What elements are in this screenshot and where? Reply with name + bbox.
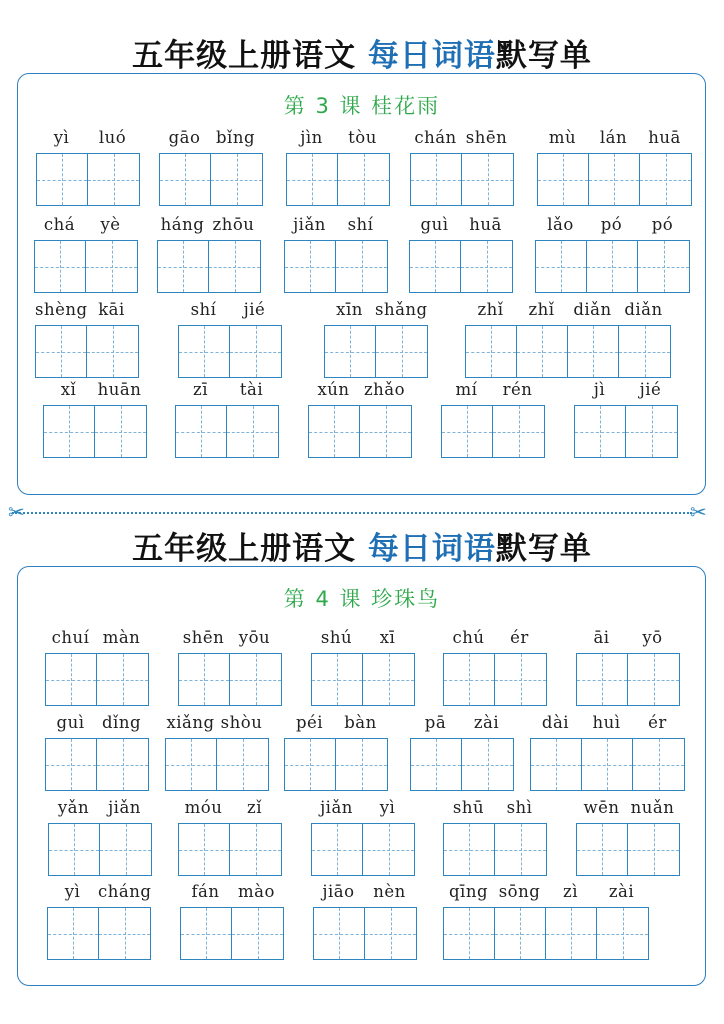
- pinyin-syllable: chán: [414, 128, 457, 147]
- pinyin-line: [443, 882, 647, 904]
- tianzige-cell[interactable]: [336, 241, 387, 292]
- pinyin-line: [178, 628, 280, 650]
- pinyin-line: [43, 380, 145, 402]
- tianzige-cell[interactable]: [365, 908, 416, 959]
- pinyin-syllable: wēn: [583, 798, 620, 817]
- writing-boxes: [443, 907, 649, 960]
- writing-boxes: [465, 325, 671, 378]
- pinyin-line: [465, 300, 669, 322]
- writing-boxes: [443, 653, 547, 706]
- title-main: 五年级上册语文: [132, 531, 357, 567]
- writing-boxes: [441, 405, 545, 458]
- writing-boxes: [535, 240, 690, 293]
- pinyin-syllable: yǎn: [57, 798, 90, 817]
- writing-boxes: [47, 907, 151, 960]
- tianzige-cell[interactable]: [100, 824, 151, 875]
- writing-boxes: [286, 153, 390, 206]
- sheet-title: [0, 30, 724, 75]
- pinyin-syllable: màn: [102, 628, 141, 647]
- pinyin-syllable: yōu: [238, 628, 271, 647]
- tianzige-cell[interactable]: [444, 908, 495, 959]
- pinyin-line: [409, 215, 511, 237]
- tianzige-cell[interactable]: [466, 326, 517, 377]
- tianzige-cell[interactable]: [360, 406, 411, 457]
- pinyin-line: [35, 300, 137, 322]
- tianzige-cell[interactable]: [35, 241, 86, 292]
- writing-boxes: [409, 240, 513, 293]
- tianzige-cell[interactable]: [312, 654, 363, 705]
- pinyin-syllable: qīng: [448, 882, 489, 901]
- pinyin-line: [284, 215, 386, 237]
- tianzige-cell[interactable]: [495, 654, 546, 705]
- writing-boxes: [530, 738, 685, 791]
- writing-boxes: [157, 240, 261, 293]
- sheet-title: [0, 523, 724, 568]
- tianzige-cell[interactable]: [633, 739, 684, 790]
- pinyin-syllable: sōng: [498, 882, 541, 901]
- tianzige-cell[interactable]: [49, 824, 100, 875]
- tianzige-cell[interactable]: [87, 326, 138, 377]
- pinyin-syllable: diǎn: [573, 300, 612, 319]
- writing-boxes: [178, 325, 282, 378]
- tianzige-cell[interactable]: [575, 406, 626, 457]
- tianzige-cell[interactable]: [209, 241, 260, 292]
- pinyin-syllable: diǎn: [624, 300, 663, 319]
- pinyin-line: [441, 380, 543, 402]
- pinyin-syllable: zhōu: [212, 215, 255, 234]
- writing-boxes: [574, 405, 678, 458]
- tianzige-cell[interactable]: [37, 154, 88, 205]
- pinyin-line: [48, 798, 150, 820]
- pinyin-syllable: jiāo: [322, 882, 355, 901]
- tianzige-cell[interactable]: [546, 908, 597, 959]
- tianzige-cell[interactable]: [86, 241, 137, 292]
- pinyin-syllable: háng: [160, 215, 205, 234]
- writing-boxes: [313, 907, 417, 960]
- pinyin-line: [576, 628, 678, 650]
- tianzige-cell[interactable]: [376, 326, 427, 377]
- title-main: 五年级上册语文: [132, 38, 357, 74]
- tianzige-cell[interactable]: [495, 824, 546, 875]
- pinyin-syllable: mào: [238, 882, 275, 901]
- tianzige-cell[interactable]: [217, 739, 268, 790]
- tianzige-cell[interactable]: [309, 406, 360, 457]
- pinyin-syllable: āi: [593, 628, 610, 647]
- tianzige-cell[interactable]: [461, 241, 512, 292]
- pinyin-syllable: jiǎn: [108, 798, 141, 817]
- tianzige-cell[interactable]: [179, 654, 230, 705]
- tianzige-cell[interactable]: [628, 654, 679, 705]
- tianzige-cell[interactable]: [179, 824, 230, 875]
- writing-boxes: [410, 738, 514, 791]
- pinyin-syllable: zhǎo: [363, 380, 406, 399]
- tianzige-cell[interactable]: [99, 908, 150, 959]
- pinyin-line: [178, 798, 280, 820]
- pinyin-line: [159, 128, 261, 150]
- pinyin-syllable: gāo: [168, 128, 201, 147]
- pinyin-syllable: huān: [97, 380, 142, 399]
- pinyin-line: [311, 628, 413, 650]
- pinyin-syllable: lán: [599, 128, 628, 147]
- tianzige-cell[interactable]: [285, 739, 336, 790]
- pinyin-line: [410, 128, 512, 150]
- tianzige-cell[interactable]: [88, 154, 139, 205]
- pinyin-line: [410, 713, 512, 735]
- pinyin-syllable: bàn: [344, 713, 377, 732]
- pinyin-syllable: shū: [452, 798, 485, 817]
- tianzige-cell[interactable]: [536, 241, 587, 292]
- pinyin-line: [175, 380, 277, 402]
- writing-boxes: [48, 823, 152, 876]
- pinyin-syllable: shèng: [35, 300, 88, 319]
- writing-boxes: [34, 240, 138, 293]
- tianzige-cell[interactable]: [493, 406, 544, 457]
- writing-boxes: [308, 405, 412, 458]
- pinyin-line: [308, 380, 410, 402]
- pinyin-syllable: yì: [53, 128, 70, 147]
- title-accent: 每日词语: [367, 531, 496, 567]
- tianzige-cell[interactable]: [227, 406, 278, 457]
- tianzige-cell[interactable]: [95, 406, 146, 457]
- pinyin-line: [34, 215, 136, 237]
- tianzige-cell[interactable]: [495, 908, 546, 959]
- title-accent: 每日词语: [367, 38, 496, 74]
- writing-boxes: [45, 738, 149, 791]
- pinyin-syllable: dǐng: [101, 713, 142, 732]
- pinyin-syllable: xī: [379, 628, 396, 647]
- writing-boxes: [36, 153, 140, 206]
- pinyin-syllable: lǎo: [547, 215, 574, 234]
- pinyin-syllable: chuí: [51, 628, 90, 647]
- lesson-title: 第 4 课 珍珠鸟: [283, 587, 441, 611]
- pinyin-line: [443, 628, 545, 650]
- pinyin-syllable: rén: [502, 380, 533, 399]
- tianzige-cell[interactable]: [176, 406, 227, 457]
- cut-line: [12, 512, 692, 514]
- pinyin-syllable: huā: [469, 215, 502, 234]
- pinyin-syllable: zhǐ: [477, 300, 504, 319]
- pinyin-line: [178, 300, 280, 322]
- pinyin-line: [574, 380, 676, 402]
- writing-boxes: [45, 653, 149, 706]
- pinyin-syllable: yō: [642, 628, 663, 647]
- pinyin-syllable: shí: [190, 300, 217, 319]
- pinyin-syllable: yè: [100, 215, 121, 234]
- pinyin-line: [311, 798, 413, 820]
- tianzige-cell[interactable]: [411, 154, 462, 205]
- writing-boxes: [159, 153, 263, 206]
- tianzige-cell[interactable]: [626, 406, 677, 457]
- pinyin-line: [45, 628, 147, 650]
- writing-boxes: [165, 738, 269, 791]
- pinyin-syllable: jiǎn: [320, 798, 353, 817]
- pinyin-syllable: ér: [648, 713, 667, 732]
- pinyin-line: [576, 798, 678, 820]
- tianzige-cell[interactable]: [314, 908, 365, 959]
- tianzige-cell[interactable]: [442, 406, 493, 457]
- tianzige-cell[interactable]: [48, 908, 99, 959]
- writing-boxes: [311, 653, 415, 706]
- pinyin-syllable: shòu: [220, 713, 263, 732]
- pinyin-syllable: shú: [320, 628, 353, 647]
- writing-boxes: [284, 738, 388, 791]
- pinyin-syllable: zài: [473, 713, 500, 732]
- pinyin-syllable: guì: [420, 215, 449, 234]
- tianzige-cell[interactable]: [181, 908, 232, 959]
- tianzige-cell[interactable]: [638, 241, 689, 292]
- pinyin-line: [284, 713, 386, 735]
- tianzige-cell[interactable]: [363, 824, 414, 875]
- tianzige-cell[interactable]: [538, 154, 589, 205]
- writing-boxes: [180, 907, 284, 960]
- pinyin-syllable: mí: [455, 380, 478, 399]
- tianzige-cell[interactable]: [411, 739, 462, 790]
- pinyin-line: [535, 215, 688, 237]
- pinyin-syllable: shēn: [182, 628, 225, 647]
- tianzige-cell[interactable]: [230, 654, 281, 705]
- pinyin-syllable: zì: [563, 882, 578, 901]
- pinyin-syllable: shǎng: [375, 300, 428, 319]
- pinyin-line: [180, 882, 282, 904]
- tianzige-cell[interactable]: [531, 739, 582, 790]
- writing-boxes: [324, 325, 428, 378]
- tianzige-cell[interactable]: [179, 326, 230, 377]
- tianzige-cell[interactable]: [444, 654, 495, 705]
- pinyin-syllable: xún: [317, 380, 350, 399]
- pinyin-line: [286, 128, 388, 150]
- lesson-title: 第 3 课 桂花雨: [283, 94, 441, 118]
- pinyin-line: [47, 882, 152, 904]
- pinyin-syllable: jié: [639, 380, 662, 399]
- pinyin-syllable: fán: [191, 882, 220, 901]
- tianzige-cell[interactable]: [46, 739, 97, 790]
- pinyin-line: [537, 128, 690, 150]
- tianzige-cell[interactable]: [577, 824, 628, 875]
- pinyin-syllable: shēn: [465, 128, 508, 147]
- pinyin-syllable: xiǎng: [166, 713, 215, 732]
- pinyin-syllable: yì: [379, 798, 396, 817]
- pinyin-syllable: zhǐ: [528, 300, 555, 319]
- tianzige-cell[interactable]: [628, 824, 679, 875]
- pinyin-syllable: xīn: [336, 300, 363, 319]
- tianzige-cell[interactable]: [462, 739, 513, 790]
- tianzige-cell[interactable]: [46, 654, 97, 705]
- tianzige-cell[interactable]: [211, 154, 262, 205]
- tianzige-cell[interactable]: [517, 326, 568, 377]
- tianzige-cell[interactable]: [577, 654, 628, 705]
- tianzige-cell[interactable]: [97, 654, 148, 705]
- pinyin-syllable: chú: [452, 628, 485, 647]
- pinyin-line: [36, 128, 138, 150]
- writing-boxes: [311, 823, 415, 876]
- pinyin-syllable: pó: [600, 215, 623, 234]
- pinyin-syllable: jìn: [300, 128, 323, 147]
- pinyin-line: [165, 713, 267, 735]
- pinyin-syllable: jié: [243, 300, 266, 319]
- pinyin-syllable: bǐng: [215, 128, 256, 147]
- tianzige-cell[interactable]: [230, 326, 281, 377]
- writing-boxes: [443, 823, 547, 876]
- tianzige-cell[interactable]: [232, 908, 283, 959]
- pinyin-syllable: mù: [548, 128, 577, 147]
- pinyin-syllable: nuǎn: [630, 798, 675, 817]
- tianzige-cell[interactable]: [582, 739, 633, 790]
- writing-boxes: [178, 653, 282, 706]
- writing-boxes: [43, 405, 147, 458]
- pinyin-syllable: jì: [593, 380, 606, 399]
- pinyin-syllable: ér: [510, 628, 529, 647]
- scissors-icon: ✂: [8, 500, 25, 524]
- writing-boxes: [576, 653, 680, 706]
- pinyin-line: [324, 300, 426, 322]
- tianzige-cell[interactable]: [619, 326, 670, 377]
- tianzige-cell[interactable]: [589, 154, 640, 205]
- tianzige-cell[interactable]: [36, 326, 87, 377]
- pinyin-syllable: péi: [295, 713, 324, 732]
- tianzige-cell[interactable]: [597, 908, 648, 959]
- pinyin-syllable: yì: [64, 882, 81, 901]
- pinyin-syllable: pā: [424, 713, 447, 732]
- pinyin-syllable: chá: [43, 215, 76, 234]
- pinyin-syllable: zī: [193, 380, 208, 399]
- pinyin-syllable: nèn: [373, 882, 406, 901]
- tianzige-cell[interactable]: [444, 824, 495, 875]
- tianzige-cell[interactable]: [158, 241, 209, 292]
- tianzige-cell[interactable]: [640, 154, 691, 205]
- pinyin-syllable: tài: [239, 380, 264, 399]
- pinyin-syllable: huì: [592, 713, 621, 732]
- title-tail: 默写单: [495, 38, 592, 74]
- pinyin-syllable: tòu: [348, 128, 377, 147]
- tianzige-cell[interactable]: [363, 654, 414, 705]
- pinyin-syllable: shí: [347, 215, 374, 234]
- pinyin-line: [443, 798, 545, 820]
- tianzige-cell[interactable]: [462, 154, 513, 205]
- pinyin-syllable: huā: [648, 128, 681, 147]
- pinyin-line: [313, 882, 415, 904]
- writing-boxes: [576, 823, 680, 876]
- tianzige-cell[interactable]: [338, 154, 389, 205]
- title-tail: 默写单: [495, 531, 592, 567]
- scissors-icon: ✂: [690, 500, 707, 524]
- tianzige-cell[interactable]: [568, 326, 619, 377]
- pinyin-syllable: guì: [56, 713, 85, 732]
- pinyin-syllable: luó: [98, 128, 127, 147]
- pinyin-syllable: cháng: [98, 882, 152, 901]
- pinyin-line: [530, 713, 683, 735]
- pinyin-syllable: kāi: [98, 300, 125, 319]
- tianzige-cell[interactable]: [287, 154, 338, 205]
- pinyin-line: [45, 713, 147, 735]
- pinyin-syllable: xǐ: [60, 380, 77, 399]
- writing-boxes: [537, 153, 692, 206]
- tianzige-cell[interactable]: [285, 241, 336, 292]
- pinyin-syllable: jiǎn: [293, 215, 326, 234]
- pinyin-syllable: móu: [184, 798, 223, 817]
- pinyin-syllable: pó: [651, 215, 674, 234]
- tianzige-cell[interactable]: [336, 739, 387, 790]
- tianzige-cell[interactable]: [230, 824, 281, 875]
- tianzige-cell[interactable]: [166, 739, 217, 790]
- writing-boxes: [35, 325, 139, 378]
- tianzige-cell[interactable]: [97, 739, 148, 790]
- tianzige-cell[interactable]: [44, 406, 95, 457]
- tianzige-cell[interactable]: [410, 241, 461, 292]
- tianzige-cell[interactable]: [325, 326, 376, 377]
- pinyin-line: [157, 215, 259, 237]
- tianzige-cell[interactable]: [312, 824, 363, 875]
- writing-boxes: [284, 240, 388, 293]
- pinyin-syllable: zài: [608, 882, 635, 901]
- writing-boxes: [178, 823, 282, 876]
- pinyin-syllable: dài: [541, 713, 570, 732]
- writing-boxes: [175, 405, 279, 458]
- pinyin-syllable: zǐ: [247, 798, 262, 817]
- pinyin-syllable: shì: [506, 798, 533, 817]
- writing-boxes: [410, 153, 514, 206]
- tianzige-cell[interactable]: [587, 241, 638, 292]
- tianzige-cell[interactable]: [160, 154, 211, 205]
